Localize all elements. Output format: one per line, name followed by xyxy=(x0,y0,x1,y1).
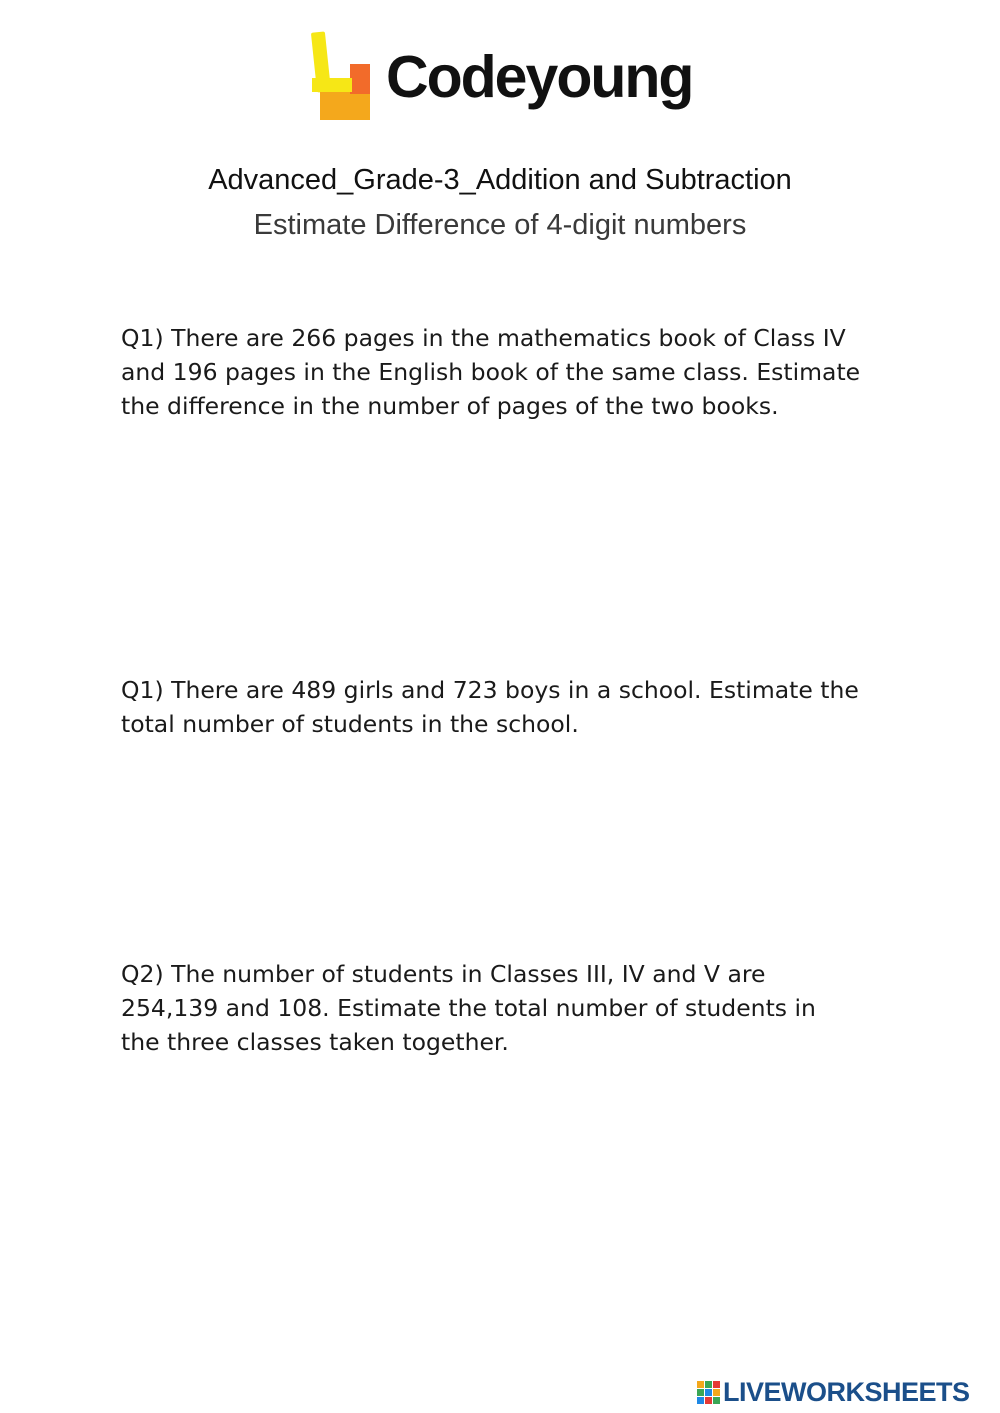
question-text: Q1) There are 489 girls and 723 boys in a school. Estimate the total number of students in the school. xyxy=(121,676,859,738)
question-text: Q2) The number of students in Classes III, IV and V are 254,139 and 108. Estimate the total number of students in the three classes taken together. xyxy=(121,960,816,1056)
liveworksheets-logo-icon xyxy=(697,1381,721,1405)
codeyoung-logo-mark-icon xyxy=(310,30,374,122)
worksheet-subtitle: Estimate Difference of 4-digit numbers xyxy=(253,209,747,241)
worksheet-title: Advanced_Grade-3_Addition and Subtraction xyxy=(208,164,792,196)
question-text: Q1) There are 266 pages in the mathematics book of Class IV and 196 pages in the English book of the same class. Estimate the difference in the number of pages of the two books. xyxy=(121,324,861,420)
brand-name: Codeyoung xyxy=(386,44,693,110)
liveworksheets-watermark xyxy=(697,1377,997,1409)
watermark-text: LIVEWORKSHEETS xyxy=(723,1377,970,1407)
codeyoung-logo xyxy=(310,30,700,130)
